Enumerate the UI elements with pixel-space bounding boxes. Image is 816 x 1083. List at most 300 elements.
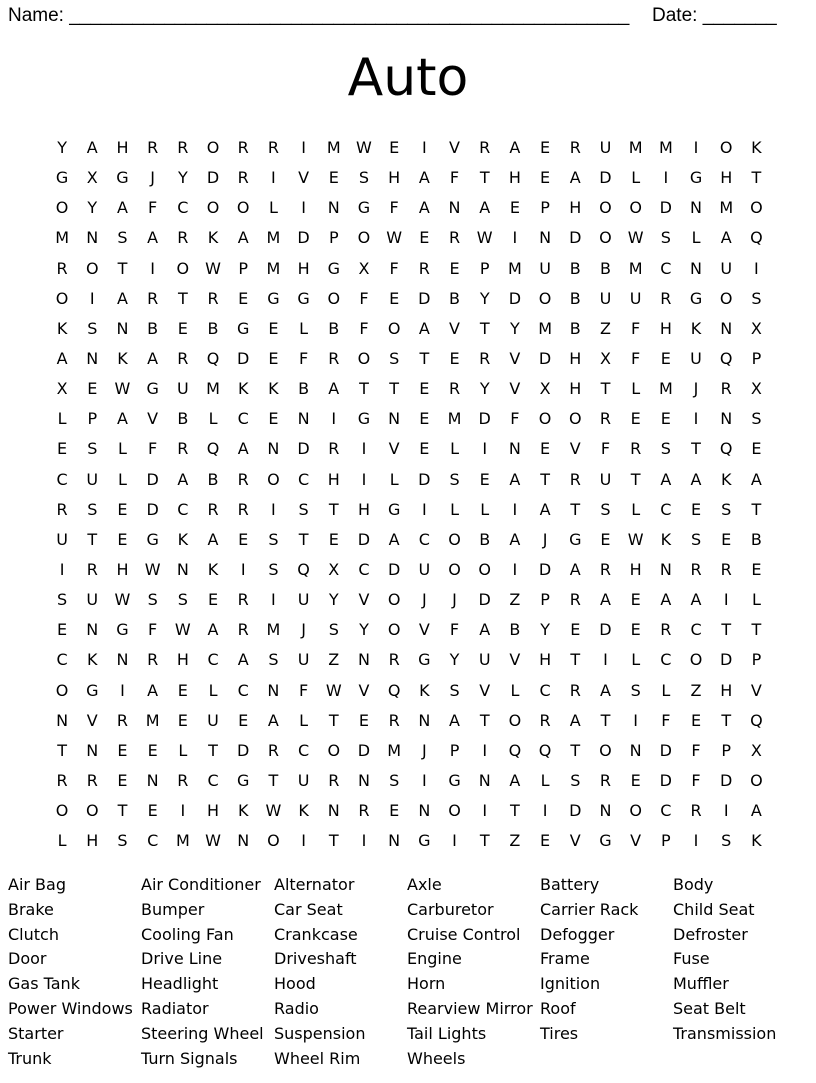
grid-letter[interactable]: W bbox=[265, 801, 282, 821]
grid-letter[interactable]: A bbox=[690, 590, 702, 610]
grid-letter[interactable]: R bbox=[418, 258, 430, 278]
grid-letter[interactable]: O bbox=[55, 801, 69, 821]
grid-letter[interactable]: I bbox=[150, 258, 156, 278]
grid-letter[interactable]: E bbox=[570, 620, 581, 640]
grid-letter[interactable]: H bbox=[357, 499, 370, 519]
grid-letter[interactable]: R bbox=[720, 559, 732, 579]
grid-letter[interactable]: Y bbox=[510, 318, 520, 338]
grid-letter[interactable]: C bbox=[418, 529, 430, 549]
grid-letter[interactable]: B bbox=[177, 409, 189, 429]
grid-letter[interactable]: F bbox=[449, 620, 460, 640]
grid-letter[interactable]: B bbox=[298, 379, 310, 399]
grid-letter[interactable]: S bbox=[630, 680, 641, 700]
grid-letter[interactable]: S bbox=[690, 529, 702, 549]
grid-letter[interactable]: V bbox=[388, 439, 400, 459]
grid-letter[interactable]: O bbox=[538, 288, 552, 308]
grid-letter[interactable]: B bbox=[479, 529, 491, 549]
grid-letter[interactable]: M bbox=[326, 138, 341, 157]
grid-letter[interactable]: E bbox=[389, 801, 400, 821]
grid-letter[interactable]: I bbox=[180, 801, 186, 821]
grid-letter[interactable]: Q bbox=[508, 740, 522, 760]
grid-letter[interactable]: D bbox=[659, 770, 672, 790]
grid-letter[interactable]: R bbox=[569, 680, 581, 700]
grid-letter[interactable]: E bbox=[117, 770, 128, 790]
grid-letter[interactable]: I bbox=[482, 740, 488, 760]
grid-letter[interactable]: D bbox=[569, 801, 582, 821]
grid-letter[interactable]: K bbox=[660, 529, 672, 549]
grid-letter[interactable]: D bbox=[508, 288, 522, 308]
grid-letter[interactable]: T bbox=[751, 620, 762, 640]
grid-letter[interactable]: L bbox=[299, 318, 309, 338]
grid-letter[interactable]: H bbox=[297, 258, 310, 278]
grid-letter[interactable]: A bbox=[569, 559, 581, 579]
grid-letter[interactable]: S bbox=[449, 469, 460, 489]
grid-letter[interactable]: A bbox=[56, 348, 68, 368]
grid-letter[interactable]: Y bbox=[449, 650, 460, 670]
grid-letter[interactable]: S bbox=[449, 680, 460, 700]
grid-letter[interactable]: L bbox=[480, 499, 490, 519]
grid-letter[interactable]: F bbox=[631, 318, 641, 338]
grid-letter[interactable]: K bbox=[56, 318, 68, 338]
grid-letter[interactable]: V bbox=[86, 710, 98, 730]
grid-letter[interactable]: V bbox=[358, 680, 370, 700]
grid-letter[interactable]: C bbox=[147, 831, 159, 851]
grid-letter[interactable]: J bbox=[421, 740, 427, 760]
grid-letter[interactable]: S bbox=[570, 770, 581, 790]
grid-letter[interactable]: N bbox=[86, 228, 99, 248]
grid-letter[interactable]: G bbox=[689, 168, 703, 188]
grid-letter[interactable]: G bbox=[327, 258, 340, 278]
grid-letter[interactable]: S bbox=[177, 590, 188, 610]
grid-letter[interactable]: H bbox=[327, 469, 340, 489]
grid-letter[interactable]: G bbox=[387, 499, 401, 519]
grid-letter[interactable]: E bbox=[389, 138, 400, 157]
grid-letter[interactable]: C bbox=[298, 469, 310, 489]
grid-letter[interactable]: E bbox=[449, 258, 460, 278]
grid-letter[interactable]: B bbox=[147, 318, 159, 338]
grid-letter[interactable]: B bbox=[599, 258, 611, 278]
grid-letter[interactable]: R bbox=[328, 348, 340, 368]
grid-letter[interactable]: D bbox=[237, 740, 250, 760]
grid-letter[interactable]: H bbox=[508, 168, 521, 188]
grid-letter[interactable]: N bbox=[267, 680, 280, 700]
grid-letter[interactable]: T bbox=[208, 740, 218, 760]
grid-letter[interactable]: N bbox=[237, 831, 250, 851]
grid-letter[interactable]: E bbox=[238, 710, 249, 730]
grid-letter[interactable]: A bbox=[569, 168, 581, 188]
grid-letter[interactable]: I bbox=[271, 499, 276, 519]
grid-letter[interactable]: O bbox=[206, 198, 220, 218]
grid-letter[interactable]: G bbox=[86, 680, 99, 700]
grid-letter[interactable]: Y bbox=[328, 590, 339, 610]
grid-letter[interactable]: J bbox=[301, 620, 306, 640]
grid-letter[interactable]: A bbox=[147, 680, 159, 700]
grid-letter[interactable]: F bbox=[691, 770, 701, 790]
grid-letter[interactable]: R bbox=[599, 770, 612, 790]
grid-letter[interactable]: A bbox=[750, 469, 762, 489]
grid-letter[interactable]: F bbox=[449, 168, 460, 188]
grid-letter[interactable]: U bbox=[56, 529, 68, 549]
grid-letter[interactable]: E bbox=[509, 198, 520, 218]
grid-letter[interactable]: I bbox=[693, 138, 699, 157]
grid-letter[interactable]: I bbox=[482, 801, 488, 821]
grid-letter[interactable]: P bbox=[751, 348, 762, 368]
grid-letter[interactable]: N bbox=[86, 740, 99, 760]
grid-letter[interactable]: S bbox=[358, 168, 370, 188]
grid-letter[interactable]: L bbox=[631, 499, 641, 519]
grid-letter[interactable]: N bbox=[629, 740, 642, 760]
grid-letter[interactable]: E bbox=[207, 590, 219, 610]
grid-letter[interactable]: I bbox=[421, 138, 427, 157]
grid-letter[interactable]: R bbox=[690, 801, 702, 821]
grid-letter[interactable]: H bbox=[720, 168, 733, 188]
grid-letter[interactable]: W bbox=[386, 228, 403, 248]
grid-letter[interactable]: A bbox=[328, 379, 340, 399]
grid-letter[interactable]: D bbox=[297, 439, 310, 459]
grid-letter[interactable]: A bbox=[418, 198, 430, 218]
grid-letter[interactable]: W bbox=[205, 258, 221, 278]
grid-letter[interactable]: T bbox=[570, 740, 581, 760]
grid-letter[interactable]: Q bbox=[719, 439, 733, 459]
grid-letter[interactable]: U bbox=[297, 590, 310, 610]
grid-letter[interactable]: T bbox=[177, 288, 188, 308]
grid-letter[interactable]: I bbox=[723, 590, 729, 610]
grid-letter[interactable]: O bbox=[448, 529, 461, 549]
grid-letter[interactable]: D bbox=[146, 499, 159, 519]
grid-letter[interactable]: L bbox=[631, 650, 641, 670]
grid-letter[interactable]: U bbox=[86, 469, 99, 489]
grid-letter[interactable]: K bbox=[237, 801, 249, 821]
grid-letter[interactable]: A bbox=[147, 348, 159, 368]
grid-letter[interactable]: L bbox=[510, 680, 520, 700]
grid-letter[interactable]: E bbox=[117, 499, 128, 519]
grid-letter[interactable]: O bbox=[538, 409, 552, 429]
grid-letter[interactable]: D bbox=[569, 228, 582, 248]
grid-letter[interactable]: O bbox=[599, 228, 612, 248]
grid-letter[interactable]: S bbox=[721, 831, 732, 851]
grid-letter[interactable]: M bbox=[658, 379, 673, 399]
grid-letter[interactable]: R bbox=[86, 559, 98, 579]
grid-letter[interactable]: E bbox=[268, 409, 279, 429]
grid-letter[interactable]: O bbox=[448, 559, 461, 579]
grid-letter[interactable]: C bbox=[207, 650, 219, 670]
grid-letter[interactable]: D bbox=[599, 168, 612, 188]
grid-letter[interactable]: O bbox=[387, 318, 401, 338]
grid-letter[interactable]: X bbox=[750, 379, 762, 399]
grid-letter[interactable]: T bbox=[600, 710, 611, 730]
grid-letter[interactable]: N bbox=[388, 831, 401, 851]
grid-letter[interactable]: A bbox=[177, 469, 189, 489]
grid-letter[interactable]: I bbox=[331, 409, 337, 429]
grid-letter[interactable]: P bbox=[449, 740, 460, 760]
grid-letter[interactable]: D bbox=[659, 198, 672, 218]
grid-letter[interactable]: I bbox=[512, 499, 518, 519]
grid-letter[interactable]: B bbox=[750, 529, 762, 549]
grid-letter[interactable]: R bbox=[479, 348, 491, 368]
grid-letter[interactable]: I bbox=[693, 409, 699, 429]
grid-letter[interactable]: I bbox=[603, 650, 608, 670]
grid-letter[interactable]: W bbox=[356, 138, 372, 157]
grid-letter[interactable]: V bbox=[449, 318, 460, 338]
grid-letter[interactable]: Z bbox=[509, 590, 521, 610]
grid-letter[interactable]: N bbox=[86, 620, 99, 640]
grid-letter[interactable]: S bbox=[751, 409, 762, 429]
grid-letter[interactable]: T bbox=[630, 469, 641, 489]
grid-letter[interactable]: G bbox=[418, 650, 431, 670]
grid-letter[interactable]: E bbox=[630, 620, 641, 640]
grid-letter[interactable]: H bbox=[176, 650, 189, 670]
grid-letter[interactable]: N bbox=[478, 770, 491, 790]
grid-letter[interactable]: H bbox=[539, 650, 552, 670]
grid-letter[interactable]: B bbox=[207, 469, 219, 489]
grid-letter[interactable]: O bbox=[55, 680, 69, 700]
grid-letter[interactable]: I bbox=[421, 770, 427, 790]
grid-letter[interactable]: O bbox=[750, 770, 763, 790]
grid-letter[interactable]: E bbox=[721, 529, 732, 549]
grid-letter[interactable]: X bbox=[56, 379, 68, 399]
grid-letter[interactable]: E bbox=[419, 439, 430, 459]
grid-letter[interactable]: H bbox=[86, 831, 99, 851]
grid-letter[interactable]: H bbox=[116, 559, 129, 579]
grid-letter[interactable]: E bbox=[479, 469, 490, 489]
grid-letter[interactable]: V bbox=[449, 138, 460, 157]
grid-letter[interactable]: B bbox=[569, 318, 581, 338]
grid-letter[interactable]: A bbox=[267, 710, 279, 730]
grid-letter[interactable]: I bbox=[361, 439, 367, 459]
grid-letter[interactable]: E bbox=[238, 529, 249, 549]
grid-letter[interactable]: F bbox=[148, 198, 158, 218]
grid-letter[interactable]: Y bbox=[479, 288, 490, 308]
grid-letter[interactable]: T bbox=[570, 499, 581, 519]
grid-letter[interactable]: D bbox=[237, 348, 250, 368]
grid-letter[interactable]: A bbox=[750, 801, 762, 821]
grid-letter[interactable]: D bbox=[538, 559, 552, 579]
grid-letter[interactable]: Q bbox=[750, 710, 763, 730]
grid-letter[interactable]: R bbox=[569, 138, 581, 157]
grid-letter[interactable]: S bbox=[57, 590, 68, 610]
grid-letter[interactable]: W bbox=[476, 228, 493, 248]
grid-letter[interactable]: U bbox=[478, 650, 491, 670]
grid-letter[interactable]: Z bbox=[599, 318, 611, 338]
grid-letter[interactable]: X bbox=[750, 318, 762, 338]
grid-letter[interactable]: M bbox=[266, 258, 281, 278]
grid-letter[interactable]: C bbox=[660, 650, 672, 670]
grid-letter[interactable]: C bbox=[298, 740, 310, 760]
grid-letter[interactable]: R bbox=[147, 138, 159, 157]
grid-letter[interactable]: X bbox=[599, 348, 611, 368]
grid-letter[interactable]: M bbox=[447, 409, 462, 429]
grid-letter[interactable]: R bbox=[207, 288, 219, 308]
grid-letter[interactable]: I bbox=[633, 710, 639, 730]
grid-letter[interactable]: C bbox=[690, 620, 702, 640]
grid-letter[interactable]: E bbox=[600, 529, 611, 549]
grid-letter[interactable]: X bbox=[358, 258, 370, 278]
grid-letter[interactable]: G bbox=[146, 379, 159, 399]
grid-letter[interactable]: U bbox=[599, 469, 612, 489]
grid-letter[interactable]: V bbox=[298, 168, 310, 188]
grid-letter[interactable]: I bbox=[120, 680, 125, 700]
grid-letter[interactable]: H bbox=[720, 680, 733, 700]
grid-letter[interactable]: A bbox=[720, 228, 732, 248]
grid-letter[interactable]: S bbox=[298, 499, 309, 519]
grid-letter[interactable]: Z bbox=[690, 680, 702, 700]
grid-letter[interactable]: N bbox=[357, 650, 370, 670]
grid-letter[interactable]: T bbox=[268, 770, 279, 790]
grid-letter[interactable]: K bbox=[690, 318, 702, 338]
grid-letter[interactable]: L bbox=[268, 198, 278, 218]
grid-letter[interactable]: G bbox=[599, 831, 612, 851]
grid-letter[interactable]: E bbox=[449, 348, 460, 368]
grid-letter[interactable]: A bbox=[86, 138, 98, 157]
grid-letter[interactable]: O bbox=[478, 559, 492, 579]
grid-letter[interactable]: K bbox=[419, 680, 430, 700]
grid-letter[interactable]: G bbox=[357, 409, 371, 429]
grid-letter[interactable]: F bbox=[691, 740, 701, 760]
grid-letter[interactable]: L bbox=[661, 680, 671, 700]
grid-letter[interactable]: E bbox=[389, 288, 400, 308]
grid-letter[interactable]: D bbox=[418, 288, 431, 308]
grid-letter[interactable]: W bbox=[205, 831, 221, 851]
grid-letter[interactable]: M bbox=[628, 138, 643, 157]
grid-letter[interactable]: N bbox=[690, 258, 703, 278]
grid-letter[interactable]: E bbox=[117, 529, 128, 549]
grid-letter[interactable]: O bbox=[357, 348, 371, 368]
grid-letter[interactable]: Z bbox=[509, 831, 521, 851]
grid-letter[interactable]: K bbox=[298, 801, 309, 821]
grid-letter[interactable]: S bbox=[721, 499, 732, 519]
grid-letter[interactable]: T bbox=[751, 499, 762, 519]
grid-letter[interactable]: V bbox=[750, 680, 762, 700]
grid-letter[interactable]: G bbox=[357, 198, 371, 218]
grid-letter[interactable]: S bbox=[600, 499, 611, 519]
grid-letter[interactable]: D bbox=[297, 228, 310, 248]
grid-letter[interactable]: R bbox=[569, 590, 581, 610]
grid-letter[interactable]: J bbox=[150, 168, 156, 188]
grid-letter[interactable]: F bbox=[389, 258, 399, 278]
grid-letter[interactable]: R bbox=[388, 650, 400, 670]
grid-letter[interactable]: H bbox=[659, 318, 672, 338]
grid-letter[interactable]: I bbox=[512, 559, 518, 579]
grid-letter[interactable]: F bbox=[359, 288, 369, 308]
grid-letter[interactable]: Y bbox=[479, 379, 490, 399]
grid-letter[interactable]: F bbox=[298, 680, 309, 700]
grid-letter[interactable]: E bbox=[540, 168, 551, 188]
grid-letter[interactable]: L bbox=[299, 710, 309, 730]
grid-letter[interactable]: I bbox=[693, 831, 699, 851]
grid-letter[interactable]: W bbox=[325, 680, 342, 700]
grid-letter[interactable]: N bbox=[176, 559, 189, 579]
grid-letter[interactable]: G bbox=[116, 620, 129, 640]
grid-letter[interactable]: E bbox=[419, 228, 430, 248]
grid-letter[interactable]: T bbox=[479, 710, 490, 730]
grid-letter[interactable]: V bbox=[358, 590, 370, 610]
grid-letter[interactable]: A bbox=[418, 318, 430, 338]
grid-letter[interactable]: H bbox=[569, 198, 582, 218]
grid-letter[interactable]: C bbox=[237, 680, 249, 700]
grid-letter[interactable]: I bbox=[301, 831, 306, 851]
grid-letter[interactable]: A bbox=[509, 770, 521, 790]
grid-letter[interactable]: S bbox=[147, 590, 158, 610]
grid-letter[interactable]: E bbox=[328, 529, 339, 549]
grid-letter[interactable]: L bbox=[450, 439, 459, 459]
grid-letter[interactable]: E bbox=[630, 770, 641, 790]
grid-letter[interactable]: C bbox=[358, 559, 370, 579]
grid-letter[interactable]: R bbox=[690, 559, 702, 579]
grid-letter[interactable]: B bbox=[569, 258, 581, 278]
grid-letter[interactable]: R bbox=[177, 348, 189, 368]
grid-letter[interactable]: E bbox=[147, 740, 158, 760]
grid-letter[interactable]: T bbox=[298, 529, 309, 549]
grid-letter[interactable]: C bbox=[660, 801, 672, 821]
grid-letter[interactable]: E bbox=[630, 409, 641, 429]
grid-letter[interactable]: J bbox=[452, 590, 457, 610]
grid-letter[interactable]: C bbox=[56, 650, 68, 670]
grid-letter[interactable]: S bbox=[660, 228, 671, 248]
grid-letter[interactable]: T bbox=[57, 740, 67, 760]
grid-letter[interactable]: E bbox=[57, 439, 68, 459]
grid-letter[interactable]: O bbox=[629, 801, 642, 821]
grid-letter[interactable]: I bbox=[482, 439, 488, 459]
grid-letter[interactable]: E bbox=[147, 801, 158, 821]
grid-letter[interactable]: G bbox=[55, 168, 69, 188]
grid-letter[interactable]: K bbox=[87, 650, 98, 670]
grid-letter[interactable]: A bbox=[237, 228, 249, 248]
grid-letter[interactable]: Y bbox=[57, 138, 67, 157]
grid-letter[interactable]: E bbox=[660, 348, 671, 368]
grid-letter[interactable]: T bbox=[510, 801, 520, 821]
grid-letter[interactable]: F bbox=[661, 710, 671, 730]
grid-letter[interactable]: R bbox=[479, 138, 491, 157]
grid-letter[interactable]: F bbox=[510, 409, 520, 429]
grid-letter[interactable]: J bbox=[421, 590, 427, 610]
grid-letter[interactable]: Y bbox=[177, 168, 188, 188]
grid-letter[interactable]: K bbox=[207, 559, 219, 579]
grid-letter[interactable]: M bbox=[719, 198, 734, 218]
grid-letter[interactable]: N bbox=[720, 409, 733, 429]
grid-letter[interactable]: O bbox=[599, 740, 612, 760]
grid-letter[interactable]: T bbox=[540, 469, 550, 489]
grid-letter[interactable]: Q bbox=[206, 348, 220, 368]
grid-letter[interactable]: L bbox=[389, 469, 399, 489]
grid-letter[interactable]: H bbox=[629, 559, 642, 579]
grid-letter[interactable]: T bbox=[389, 379, 400, 399]
grid-letter[interactable]: R bbox=[147, 288, 159, 308]
grid-letter[interactable]: W bbox=[627, 228, 644, 248]
grid-letter[interactable]: I bbox=[271, 590, 276, 610]
grid-letter[interactable]: S bbox=[117, 228, 128, 248]
grid-letter[interactable]: F bbox=[359, 318, 369, 338]
grid-letter[interactable]: T bbox=[600, 379, 611, 399]
grid-letter[interactable]: K bbox=[117, 348, 128, 368]
grid-letter[interactable]: L bbox=[57, 409, 67, 429]
grid-letter[interactable]: F bbox=[148, 620, 158, 640]
grid-letter[interactable]: L bbox=[751, 590, 761, 610]
grid-letter[interactable]: O bbox=[85, 801, 99, 821]
grid-letter[interactable]: O bbox=[206, 138, 220, 157]
grid-letter[interactable]: N bbox=[539, 228, 552, 248]
grid-letter[interactable]: A bbox=[509, 138, 521, 157]
grid-letter[interactable]: Q bbox=[750, 228, 763, 248]
grid-letter[interactable]: N bbox=[659, 559, 672, 579]
grid-letter[interactable]: H bbox=[388, 168, 401, 188]
grid-letter[interactable]: F bbox=[148, 439, 158, 459]
grid-letter[interactable]: R bbox=[388, 710, 400, 730]
grid-letter[interactable]: C bbox=[539, 680, 551, 700]
grid-letter[interactable]: I bbox=[542, 801, 548, 821]
grid-letter[interactable]: N bbox=[116, 318, 129, 338]
grid-letter[interactable]: N bbox=[267, 439, 280, 459]
grid-letter[interactable]: C bbox=[660, 258, 672, 278]
